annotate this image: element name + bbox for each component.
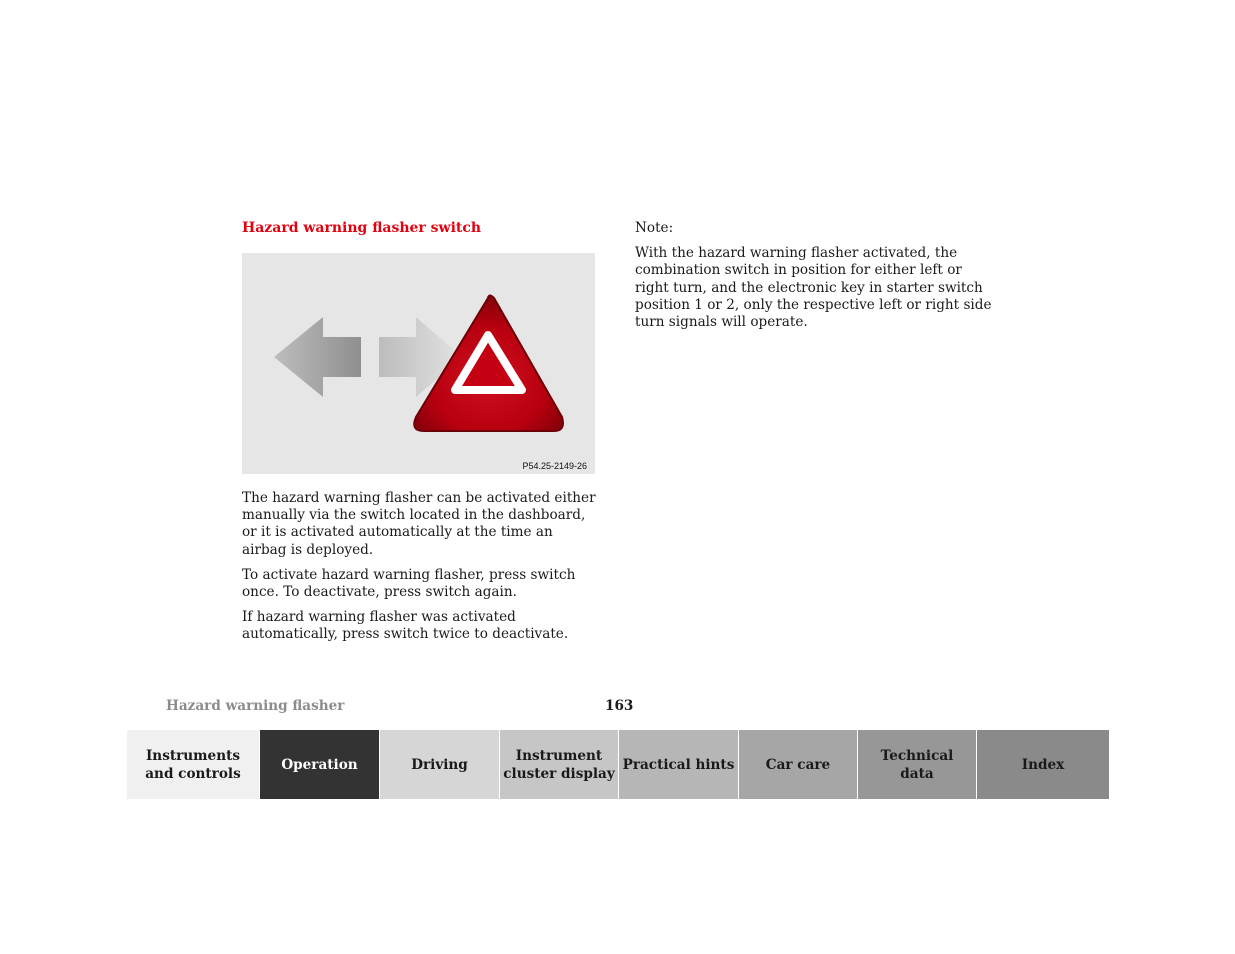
figure-code: P54.25-2149-26 (522, 461, 587, 471)
paragraph-activate-deactivate: To activate hazard warning flasher, press switch once. To deactivate, press switch again. (242, 566, 576, 601)
tab-practical-hints[interactable]: Practical hints (618, 730, 738, 799)
note-label: Note: (635, 220, 674, 236)
tab-instruments-and-controls[interactable]: Instruments and controls (127, 730, 259, 799)
paragraph-activation: The hazard warning flasher can be activated either manually via the switch located in the dashboard, or it is activated automatically at the time an airbag is deployed. (242, 490, 596, 558)
tab-index[interactable]: Index (976, 730, 1109, 799)
tab-car-care[interactable]: Car care (738, 730, 857, 799)
note-text: With the hazard warning flasher activated, the combination switch in position for either left or right turn, and the electronic key in starter switch position 1 or 2, only the respective left or right side turn signals will operate. (635, 245, 992, 331)
tab-operation[interactable]: Operation (259, 730, 379, 799)
right-column (635, 220, 995, 339)
footer-section-title: Hazard warning flasher (166, 698, 345, 714)
section-heading: Hazard warning flasher switch (242, 220, 482, 236)
chapter-nav (127, 730, 1109, 799)
tab-driving[interactable]: Driving (379, 730, 499, 799)
tab-technical-data[interactable]: Technical data (857, 730, 976, 799)
page-number: 163 (605, 698, 634, 714)
paragraph-auto-deactivate: If hazard warning flasher was activated automatically, press switch twice to deactivate. (242, 609, 569, 643)
hazard-switch-illustration (242, 253, 595, 474)
tab-instrument-cluster-display[interactable]: Instrument cluster display (499, 730, 618, 799)
hazard-switch-figure (242, 253, 595, 474)
left-arrow-icon (274, 317, 361, 397)
left-column (242, 490, 598, 652)
